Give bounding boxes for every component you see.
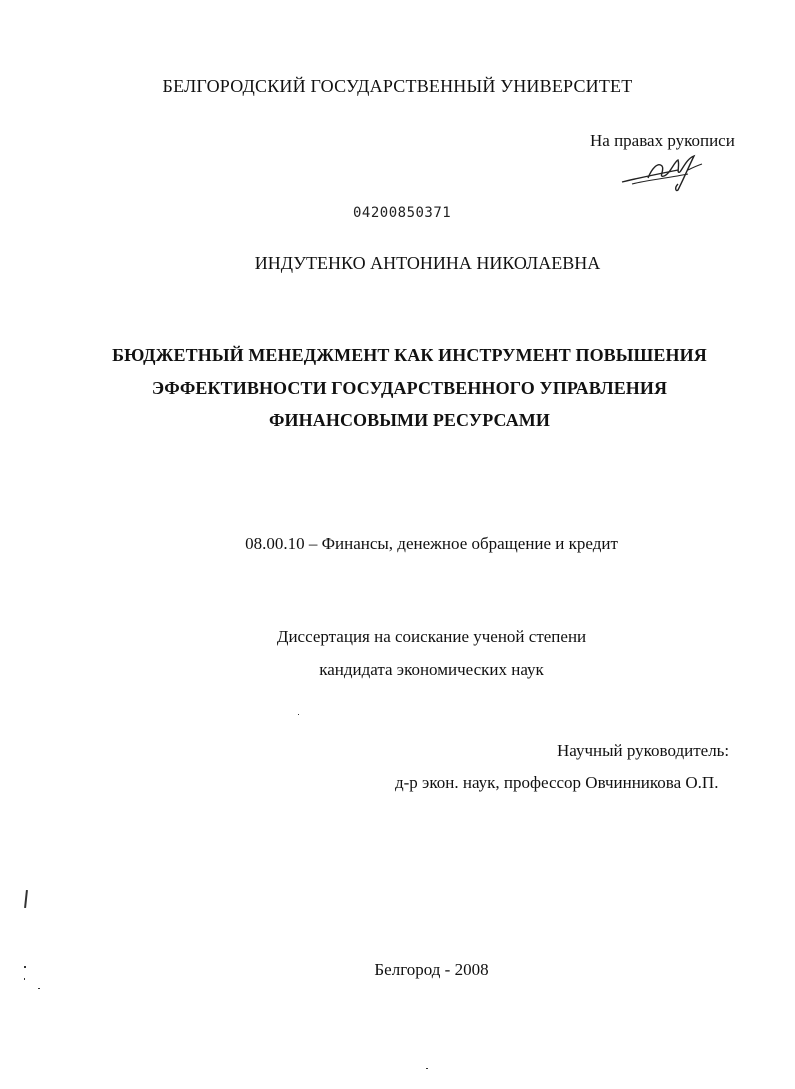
supervisor-label: Научный руководитель:	[557, 741, 730, 760]
university-name: БЕЛГОРОДСКИЙ ГОСУДАРСТВЕННЫЙ УНИВЕРСИТЕТ	[162, 76, 633, 96]
scan-speck	[24, 978, 25, 980]
degree-line-2: кандидата экономических наук	[319, 660, 544, 679]
specialty-code: 08.00.10 – Финансы, денежное обращение и кредит	[245, 534, 618, 553]
scan-speck	[298, 714, 299, 715]
degree-line-1: Диссертация на соискание ученой степени	[276, 627, 587, 646]
supervisor-name: д-р экон. наук, профессор Овчинникова О.П.	[395, 773, 719, 792]
handwritten-signature-icon	[618, 148, 728, 194]
dissertation-title-line-2: ЭФФЕКТИВНОСТИ ГОСУДАРСТВЕННОГО УПРАВЛЕНИЯ	[151, 378, 668, 398]
scan-mark	[24, 890, 28, 908]
scan-speck	[426, 1068, 428, 1069]
catalog-number: 04200850371	[353, 205, 452, 221]
author-name: ИНДУТЕНКО АНТОНИНА НИКОЛАЕВНА	[254, 253, 601, 273]
scan-speck	[38, 988, 40, 989]
scan-speck	[24, 966, 26, 968]
dissertation-title-line-3: ФИНАНСОВЫМИ РЕСУРСАМИ	[268, 410, 550, 430]
city-year: Белгород - 2008	[374, 960, 489, 979]
dissertation-title-line-1: БЮДЖЕТНЫЙ МЕНЕДЖМЕНТ КАК ИНСТРУМЕНТ ПОВЫШЕНИЯ	[112, 345, 707, 365]
rights-note: На правах рукописи	[590, 131, 735, 150]
